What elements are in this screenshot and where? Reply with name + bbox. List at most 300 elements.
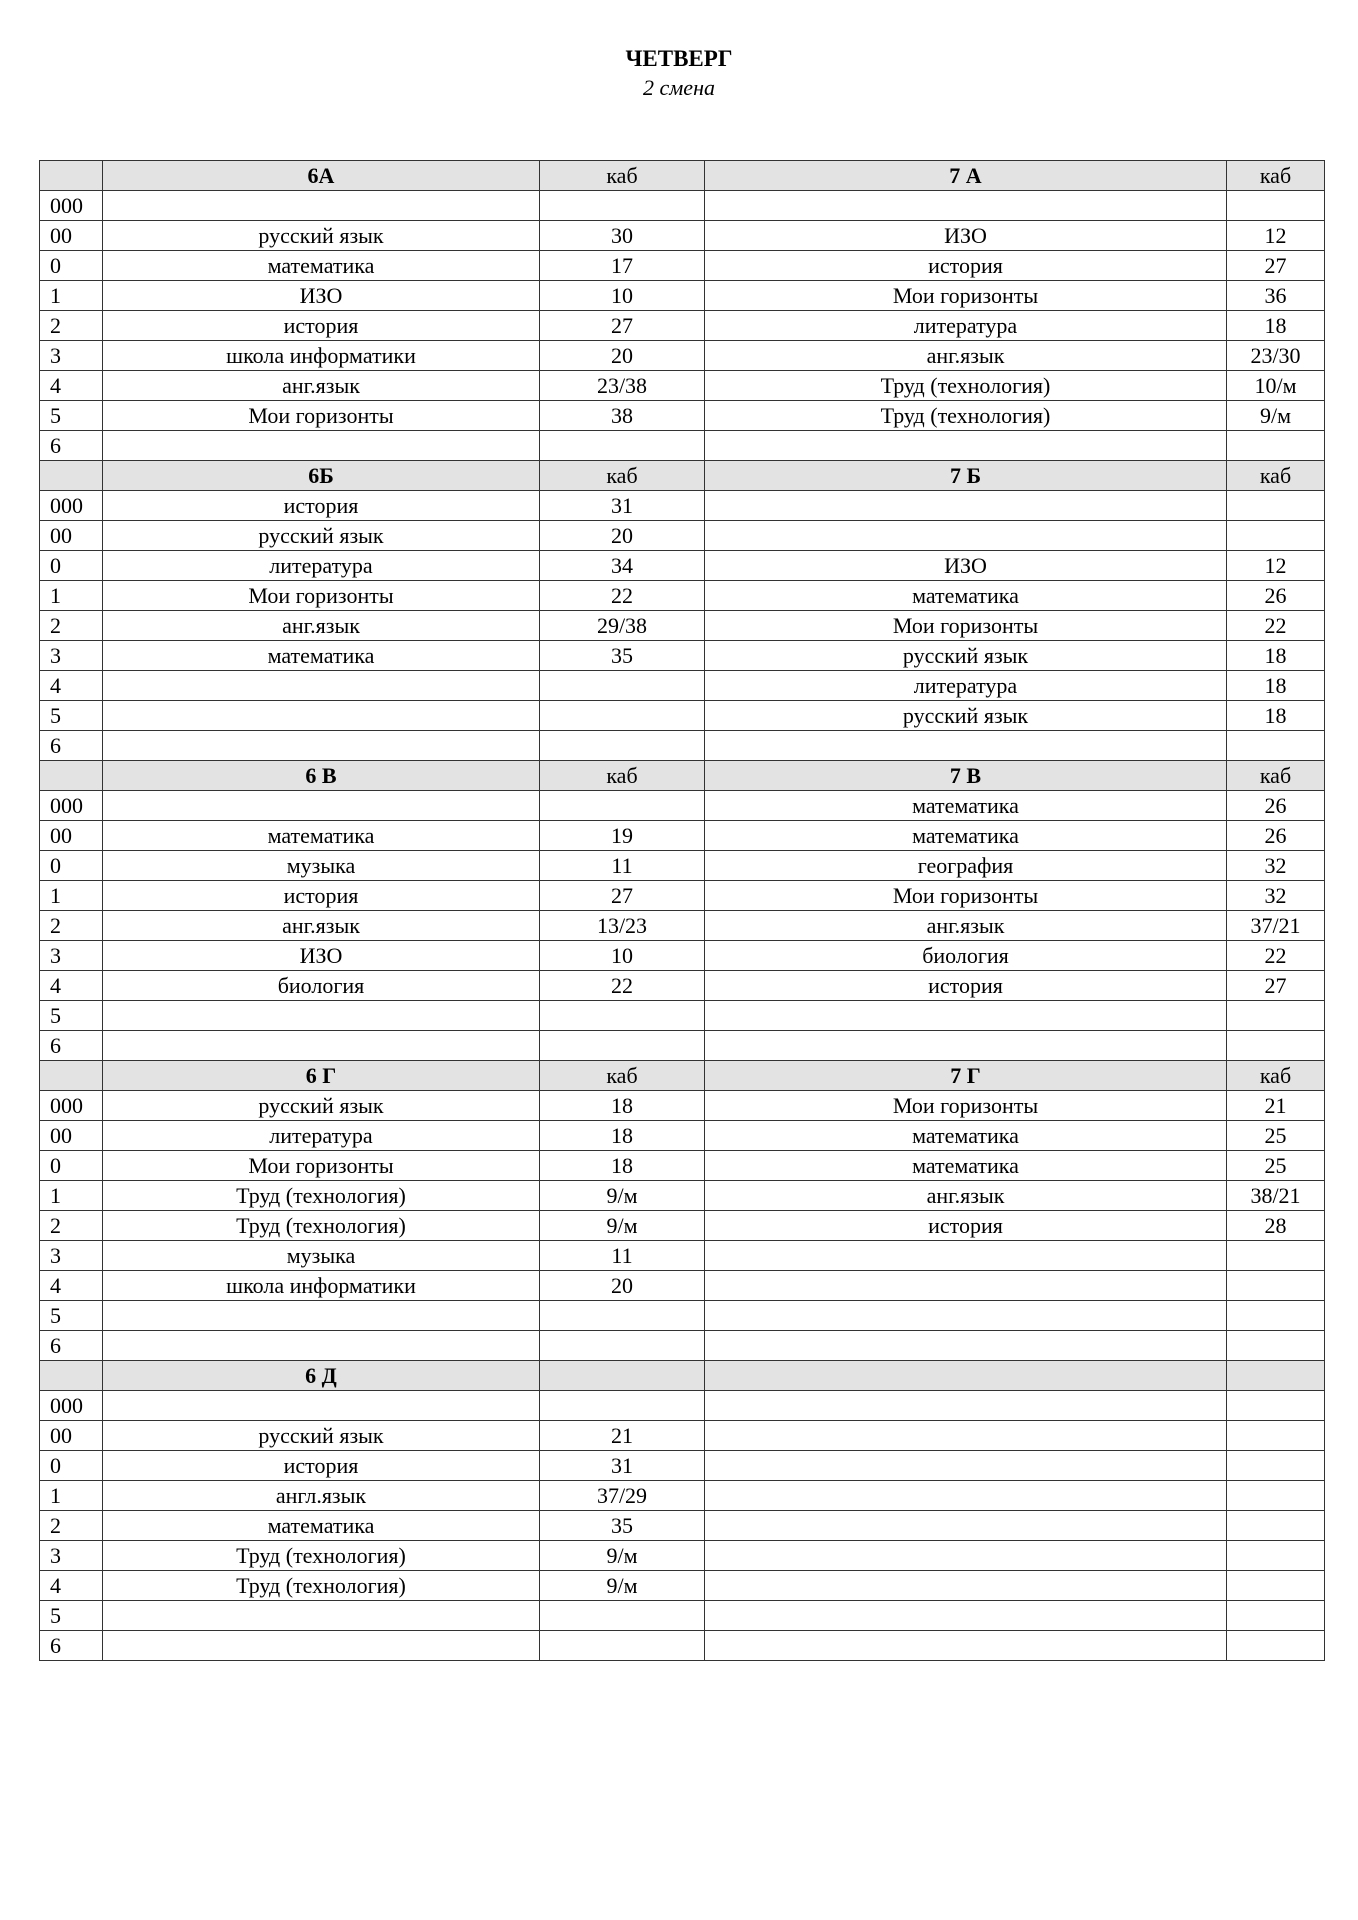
room-left: 10: [540, 941, 705, 971]
lesson-number: 00: [40, 521, 103, 551]
subject-left: математика: [103, 251, 540, 281]
room-right: 25: [1227, 1121, 1325, 1151]
room-left: 18: [540, 1121, 705, 1151]
room-header-right: каб: [1227, 761, 1325, 791]
page-header: [0, 44, 1358, 102]
lesson-number: 2: [40, 1211, 103, 1241]
lesson-row: [40, 221, 1325, 251]
room-header-right: каб: [1227, 461, 1325, 491]
subject-left: школа информатики: [103, 1271, 540, 1301]
room-right: [1227, 1301, 1325, 1331]
subject-left: русский язык: [103, 221, 540, 251]
lesson-row: [40, 311, 1325, 341]
class-name-left: 6 Г: [103, 1061, 540, 1091]
subject-left: биология: [103, 971, 540, 1001]
schedule-table: [39, 160, 1325, 1661]
room-right: 25: [1227, 1151, 1325, 1181]
room-left: 9/м: [540, 1211, 705, 1241]
room-right: 18: [1227, 311, 1325, 341]
lesson-row: [40, 881, 1325, 911]
lesson-row: [40, 251, 1325, 281]
room-right: [1227, 491, 1325, 521]
lesson-row: [40, 1541, 1325, 1571]
room-right: [1227, 521, 1325, 551]
lesson-number: 5: [40, 1001, 103, 1031]
room-header-left: каб: [540, 761, 705, 791]
room-right: [1227, 1541, 1325, 1571]
room-left: 34: [540, 551, 705, 581]
room-left: 27: [540, 311, 705, 341]
room-left: 11: [540, 851, 705, 881]
room-right: 9/м: [1227, 401, 1325, 431]
room-left: 19: [540, 821, 705, 851]
lesson-number: 3: [40, 1241, 103, 1271]
page-subtitle: 2 смена: [643, 75, 715, 100]
lesson-number: 2: [40, 1511, 103, 1541]
room-left: 31: [540, 1451, 705, 1481]
room-right: 37/21: [1227, 911, 1325, 941]
subject-right: [705, 1511, 1227, 1541]
lesson-row: [40, 1481, 1325, 1511]
lesson-row: [40, 1451, 1325, 1481]
room-left: 9/м: [540, 1541, 705, 1571]
room-left: 38: [540, 401, 705, 431]
room-left: 27: [540, 881, 705, 911]
lesson-number: 5: [40, 1301, 103, 1331]
lesson-number: 00: [40, 1121, 103, 1151]
lesson-row: [40, 491, 1325, 521]
room-right: 32: [1227, 881, 1325, 911]
room-left: [540, 1631, 705, 1661]
room-right: 26: [1227, 581, 1325, 611]
subject-left: [103, 1031, 540, 1061]
lesson-number: 1: [40, 281, 103, 311]
room-right: [1227, 1001, 1325, 1031]
class-name-left: 6А: [103, 161, 540, 191]
subject-right: [705, 431, 1227, 461]
lesson-number: 0: [40, 251, 103, 281]
subject-right: биология: [705, 941, 1227, 971]
subject-left: Труд (технология): [103, 1211, 540, 1241]
lesson-row: [40, 581, 1325, 611]
class-header-row: [40, 161, 1325, 191]
lesson-row: [40, 671, 1325, 701]
lesson-row: [40, 431, 1325, 461]
subject-left: математика: [103, 1511, 540, 1541]
lesson-number: 00: [40, 221, 103, 251]
lesson-row: [40, 1211, 1325, 1241]
subject-right: русский язык: [705, 641, 1227, 671]
lesson-number: 1: [40, 581, 103, 611]
subject-right: литература: [705, 311, 1227, 341]
lesson-number: 3: [40, 641, 103, 671]
room-left: [540, 701, 705, 731]
subject-right: [705, 1241, 1227, 1271]
room-left: 22: [540, 971, 705, 1001]
lesson-number: 000: [40, 791, 103, 821]
room-left: 22: [540, 581, 705, 611]
subject-right: [705, 521, 1227, 551]
subject-right: [705, 1481, 1227, 1511]
subject-right: [705, 1601, 1227, 1631]
class-name-right: 7 Г: [705, 1061, 1227, 1091]
room-left: 35: [540, 1511, 705, 1541]
lesson-number: 3: [40, 1541, 103, 1571]
subject-right: история: [705, 1211, 1227, 1241]
lesson-row: [40, 1181, 1325, 1211]
subject-right: Труд (технология): [705, 371, 1227, 401]
subject-left: литература: [103, 551, 540, 581]
subject-left: [103, 791, 540, 821]
room-right: [1227, 431, 1325, 461]
lesson-number: 00: [40, 821, 103, 851]
room-right: 12: [1227, 551, 1325, 581]
subject-left: русский язык: [103, 1421, 540, 1451]
class-name-right: 7 А: [705, 161, 1227, 191]
page-title: ЧЕТВЕРГ: [625, 46, 733, 71]
room-left: [540, 191, 705, 221]
room-right: 18: [1227, 701, 1325, 731]
lesson-number: 4: [40, 671, 103, 701]
lesson-number: 6: [40, 1031, 103, 1061]
room-right: 22: [1227, 611, 1325, 641]
subject-left: Труд (технология): [103, 1541, 540, 1571]
room-header-left: каб: [540, 461, 705, 491]
subject-left: [103, 731, 540, 761]
room-right: [1227, 1451, 1325, 1481]
lesson-row: [40, 971, 1325, 1001]
subject-right: [705, 1331, 1227, 1361]
subject-right: ИЗО: [705, 551, 1227, 581]
subject-right: математика: [705, 1151, 1227, 1181]
lesson-row: [40, 1241, 1325, 1271]
lesson-number: 000: [40, 1091, 103, 1121]
lesson-number: 6: [40, 431, 103, 461]
lesson-row: [40, 1151, 1325, 1181]
subject-right: Мои горизонты: [705, 881, 1227, 911]
room-right: [1227, 1271, 1325, 1301]
lesson-number: 0: [40, 1451, 103, 1481]
subject-right: [705, 1421, 1227, 1451]
room-right: 27: [1227, 971, 1325, 1001]
room-left: [540, 1031, 705, 1061]
lesson-number: 2: [40, 611, 103, 641]
subject-left: [103, 701, 540, 731]
subject-left: [103, 1331, 540, 1361]
class-name-right: [705, 1361, 1227, 1391]
subject-right: математика: [705, 1121, 1227, 1151]
subject-left: [103, 191, 540, 221]
lesson-number: 1: [40, 881, 103, 911]
lesson-number: 6: [40, 1631, 103, 1661]
room-left: 29/38: [540, 611, 705, 641]
subject-left: история: [103, 491, 540, 521]
room-header-right: [1227, 1361, 1325, 1391]
subject-right: [705, 1541, 1227, 1571]
room-right: 18: [1227, 671, 1325, 701]
lesson-row: [40, 1271, 1325, 1301]
room-header-right: каб: [1227, 161, 1325, 191]
subject-left: [103, 1301, 540, 1331]
room-left: [540, 731, 705, 761]
lesson-row: [40, 191, 1325, 221]
room-left: 13/23: [540, 911, 705, 941]
room-right: [1227, 1481, 1325, 1511]
room-header-left: [540, 1361, 705, 1391]
lesson-number: 5: [40, 1601, 103, 1631]
schedule-body: [40, 161, 1325, 1661]
lesson-row: [40, 521, 1325, 551]
corner-cell: [40, 1061, 103, 1091]
class-header-row: [40, 461, 1325, 491]
subject-left: школа информатики: [103, 341, 540, 371]
corner-cell: [40, 1361, 103, 1391]
room-left: 20: [540, 341, 705, 371]
lesson-row: [40, 1091, 1325, 1121]
lesson-number: 2: [40, 311, 103, 341]
lesson-row: [40, 1511, 1325, 1541]
lesson-row: [40, 551, 1325, 581]
subject-right: история: [705, 251, 1227, 281]
room-left: [540, 1301, 705, 1331]
lesson-number: 3: [40, 941, 103, 971]
room-right: 22: [1227, 941, 1325, 971]
subject-left: история: [103, 1451, 540, 1481]
lesson-number: 6: [40, 1331, 103, 1361]
subject-left: Труд (технология): [103, 1571, 540, 1601]
corner-cell: [40, 161, 103, 191]
lesson-number: 2: [40, 911, 103, 941]
lesson-number: 4: [40, 971, 103, 1001]
room-right: 18: [1227, 641, 1325, 671]
room-left: 17: [540, 251, 705, 281]
subject-left: ИЗО: [103, 281, 540, 311]
lesson-row: [40, 821, 1325, 851]
room-left: 31: [540, 491, 705, 521]
room-left: 18: [540, 1151, 705, 1181]
lesson-number: 3: [40, 341, 103, 371]
lesson-row: [40, 611, 1325, 641]
subject-right: [705, 731, 1227, 761]
corner-cell: [40, 461, 103, 491]
subject-left: анг.язык: [103, 611, 540, 641]
subject-left: музыка: [103, 1241, 540, 1271]
room-header-right: каб: [1227, 1061, 1325, 1091]
room-right: [1227, 1391, 1325, 1421]
room-right: [1227, 1511, 1325, 1541]
lesson-row: [40, 1331, 1325, 1361]
subject-left: Мои горизонты: [103, 1151, 540, 1181]
subject-right: [705, 1031, 1227, 1061]
room-left: [540, 1331, 705, 1361]
subject-left: англ.язык: [103, 1481, 540, 1511]
subject-right: [705, 191, 1227, 221]
lesson-row: [40, 731, 1325, 761]
lesson-number: 000: [40, 191, 103, 221]
subject-right: ИЗО: [705, 221, 1227, 251]
room-left: 21: [540, 1421, 705, 1451]
lesson-number: 00: [40, 1421, 103, 1451]
lesson-number: 5: [40, 701, 103, 731]
room-left: 30: [540, 221, 705, 251]
room-left: 10: [540, 281, 705, 311]
subject-right: Мои горизонты: [705, 611, 1227, 641]
subject-right: анг.язык: [705, 1181, 1227, 1211]
subject-left: литература: [103, 1121, 540, 1151]
subject-left: Труд (технология): [103, 1181, 540, 1211]
class-name-right: 7 В: [705, 761, 1227, 791]
room-right: 32: [1227, 851, 1325, 881]
lesson-number: 000: [40, 491, 103, 521]
lesson-row: [40, 851, 1325, 881]
lesson-row: [40, 1631, 1325, 1661]
room-left: 9/м: [540, 1571, 705, 1601]
class-name-right: 7 Б: [705, 461, 1227, 491]
lesson-number: 0: [40, 1151, 103, 1181]
room-right: [1227, 1031, 1325, 1061]
lesson-row: [40, 371, 1325, 401]
lesson-number: 000: [40, 1391, 103, 1421]
subject-left: русский язык: [103, 1091, 540, 1121]
subject-right: Труд (технология): [705, 401, 1227, 431]
subject-left: история: [103, 311, 540, 341]
room-left: 20: [540, 521, 705, 551]
subject-left: [103, 1601, 540, 1631]
subject-left: анг.язык: [103, 911, 540, 941]
lesson-row: [40, 1301, 1325, 1331]
room-left: [540, 791, 705, 821]
subject-right: [705, 1631, 1227, 1661]
subject-right: Мои горизонты: [705, 281, 1227, 311]
lesson-number: 4: [40, 1271, 103, 1301]
room-left: 9/м: [540, 1181, 705, 1211]
corner-cell: [40, 761, 103, 791]
room-right: [1227, 731, 1325, 761]
lesson-row: [40, 791, 1325, 821]
lesson-row: [40, 1601, 1325, 1631]
subject-left: [103, 1631, 540, 1661]
room-left: 35: [540, 641, 705, 671]
subject-left: [103, 1001, 540, 1031]
room-right: 27: [1227, 251, 1325, 281]
lesson-row: [40, 641, 1325, 671]
room-right: 26: [1227, 821, 1325, 851]
room-left: [540, 671, 705, 701]
room-left: 23/38: [540, 371, 705, 401]
room-right: 28: [1227, 1211, 1325, 1241]
subject-right: география: [705, 851, 1227, 881]
subject-right: математика: [705, 581, 1227, 611]
room-right: [1227, 191, 1325, 221]
lesson-row: [40, 1421, 1325, 1451]
room-right: [1227, 1241, 1325, 1271]
subject-left: музыка: [103, 851, 540, 881]
class-name-left: 6 В: [103, 761, 540, 791]
subject-left: [103, 671, 540, 701]
lesson-row: [40, 1001, 1325, 1031]
subject-left: ИЗО: [103, 941, 540, 971]
room-right: [1227, 1571, 1325, 1601]
room-left: [540, 1001, 705, 1031]
room-right: 10/м: [1227, 371, 1325, 401]
lesson-row: [40, 941, 1325, 971]
subject-right: [705, 491, 1227, 521]
class-name-left: 6 Д: [103, 1361, 540, 1391]
room-right: [1227, 1331, 1325, 1361]
class-name-left: 6Б: [103, 461, 540, 491]
subject-right: [705, 1391, 1227, 1421]
lesson-number: 5: [40, 401, 103, 431]
subject-right: литература: [705, 671, 1227, 701]
room-left: 37/29: [540, 1481, 705, 1511]
subject-right: анг.язык: [705, 341, 1227, 371]
subject-right: [705, 1451, 1227, 1481]
room-right: 36: [1227, 281, 1325, 311]
room-left: 18: [540, 1091, 705, 1121]
subject-left: математика: [103, 641, 540, 671]
subject-left: Мои горизонты: [103, 581, 540, 611]
room-header-left: каб: [540, 1061, 705, 1091]
room-right: 23/30: [1227, 341, 1325, 371]
subject-left: [103, 1391, 540, 1421]
subject-right: математика: [705, 821, 1227, 851]
room-header-left: каб: [540, 161, 705, 191]
room-right: 38/21: [1227, 1181, 1325, 1211]
subject-right: история: [705, 971, 1227, 1001]
subject-left: [103, 431, 540, 461]
room-left: [540, 1391, 705, 1421]
lesson-number: 1: [40, 1181, 103, 1211]
lesson-row: [40, 1121, 1325, 1151]
subject-right: [705, 1301, 1227, 1331]
lesson-number: 6: [40, 731, 103, 761]
room-right: [1227, 1421, 1325, 1451]
lesson-number: 0: [40, 551, 103, 581]
room-left: [540, 1601, 705, 1631]
room-right: 21: [1227, 1091, 1325, 1121]
lesson-row: [40, 281, 1325, 311]
room-left: 20: [540, 1271, 705, 1301]
lesson-row: [40, 401, 1325, 431]
subject-right: анг.язык: [705, 911, 1227, 941]
room-right: 12: [1227, 221, 1325, 251]
lesson-number: 0: [40, 851, 103, 881]
subject-left: русский язык: [103, 521, 540, 551]
room-left: [540, 431, 705, 461]
lesson-row: [40, 701, 1325, 731]
subject-left: Мои горизонты: [103, 401, 540, 431]
subject-left: история: [103, 881, 540, 911]
subject-right: [705, 1271, 1227, 1301]
room-left: 11: [540, 1241, 705, 1271]
class-header-row: [40, 1061, 1325, 1091]
lesson-row: [40, 1571, 1325, 1601]
subject-right: Мои горизонты: [705, 1091, 1227, 1121]
subject-right: [705, 1001, 1227, 1031]
lesson-row: [40, 911, 1325, 941]
lesson-number: 4: [40, 371, 103, 401]
subject-right: русский язык: [705, 701, 1227, 731]
room-right: [1227, 1631, 1325, 1661]
class-header-row: [40, 761, 1325, 791]
subject-left: анг.язык: [103, 371, 540, 401]
lesson-row: [40, 341, 1325, 371]
subject-left: математика: [103, 821, 540, 851]
class-header-row: [40, 1361, 1325, 1391]
subject-right: математика: [705, 791, 1227, 821]
lesson-number: 4: [40, 1571, 103, 1601]
room-right: 26: [1227, 791, 1325, 821]
